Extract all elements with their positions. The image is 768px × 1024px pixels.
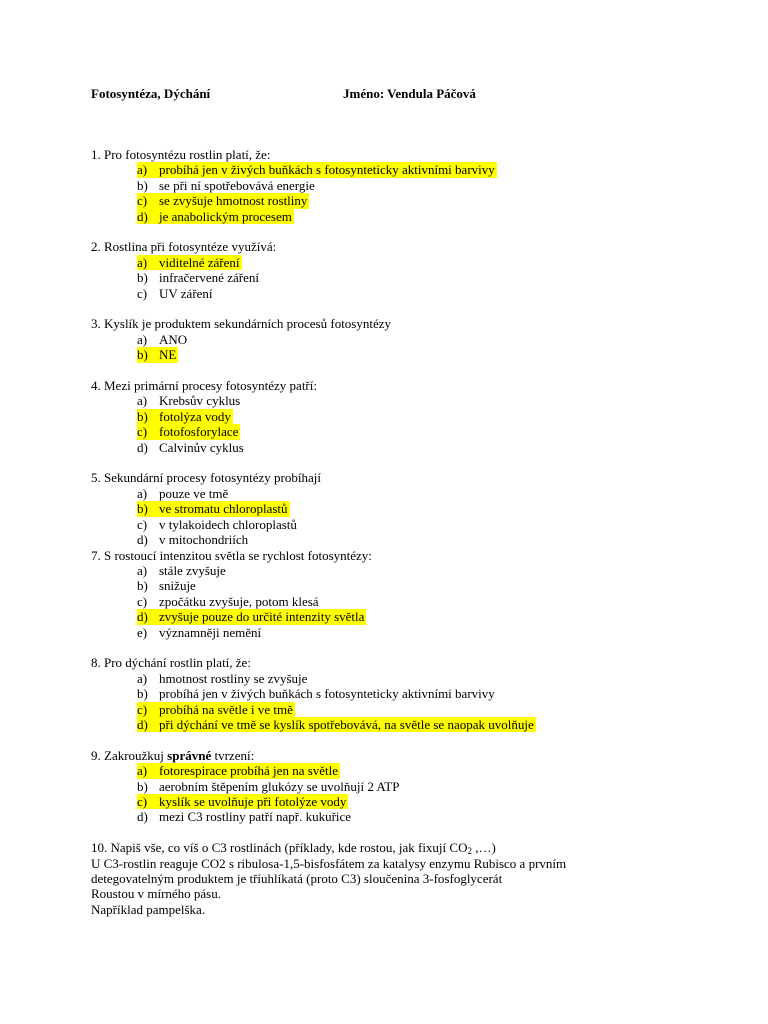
option-letter: a) — [137, 331, 148, 347]
question-text: 2. Rostlina při fotosyntéze využívá: — [91, 239, 277, 255]
question-text: 1. Pro fotosyntézu rostlin platí, že: — [91, 147, 271, 162]
option-list — [91, 763, 731, 825]
option-list — [91, 563, 731, 640]
option-letter: a) — [137, 255, 159, 270]
option-b — [91, 578, 731, 593]
option-text: NE — [159, 347, 177, 363]
option-b — [91, 347, 731, 362]
option-letter: c) — [137, 593, 148, 609]
option-letter: c) — [137, 702, 159, 717]
header — [91, 86, 711, 102]
question-1 — [91, 147, 731, 224]
option-c — [91, 286, 731, 301]
option-letter: b) — [137, 347, 159, 362]
option-c — [91, 424, 731, 439]
option-letter: d) — [137, 209, 159, 224]
option-letter: a) — [137, 763, 159, 778]
option-letter: c) — [137, 516, 148, 532]
option-letter: c) — [137, 285, 148, 301]
option-list — [91, 162, 731, 224]
option-letter: a) — [137, 562, 148, 578]
option-letter: c) — [137, 424, 159, 439]
option-text: významněji nemění — [159, 624, 262, 640]
option-list — [91, 671, 731, 733]
option-letter: c) — [137, 794, 159, 809]
question-10 — [91, 840, 731, 917]
option-letter: c) — [137, 193, 159, 208]
option-c — [91, 517, 731, 532]
option-text: se zvyšuje hmotnost rostliny — [159, 193, 308, 209]
option-text: zvyšuje pouze do určité intenzity světla — [159, 609, 365, 625]
option-d — [91, 717, 731, 732]
questions — [91, 147, 731, 917]
option-letter: b) — [137, 686, 148, 702]
option-text: v tylakoidech chloroplastů — [159, 516, 297, 532]
question-text — [91, 840, 731, 855]
option-text: Calvinův cyklus — [159, 439, 244, 455]
option-letter: b) — [137, 270, 148, 286]
option-d — [91, 209, 731, 224]
option-text: pouze ve tmě — [159, 485, 229, 501]
question-text: 3. Kyslík je produktem sekundárních procesů fotosyntézy — [91, 316, 392, 332]
subscript: 2 — [467, 846, 472, 857]
option-b — [91, 501, 731, 516]
option-c — [91, 193, 731, 208]
option-list — [91, 393, 731, 455]
option-d — [91, 532, 731, 547]
option-c — [91, 702, 731, 717]
option-letter: d) — [137, 532, 148, 548]
question-text: 7. S rostoucí intenzitou světla se rychlost fotosyntézy: — [91, 547, 372, 563]
option-c — [91, 794, 731, 809]
question-text: 5. Sekundární procesy fotosyntézy probíhají — [91, 470, 321, 486]
option-letter: d) — [137, 809, 148, 825]
option-letter: d) — [137, 717, 159, 732]
option-text: kyslík se uvolňuje při fotolýze vody — [159, 793, 347, 809]
option-letter: a) — [137, 162, 159, 177]
question-text: 8. Pro dýchání rostlin platí, že: — [91, 655, 251, 671]
option-list — [91, 486, 731, 548]
option-text: ve stromatu chloroplastů — [159, 501, 288, 517]
option-letter: a) — [137, 485, 148, 501]
option-text: probíhá jen v živých buňkách s fotosynteticky aktivními barvivy — [159, 162, 495, 178]
option-b — [91, 270, 731, 285]
option-text: infračervené záření — [159, 270, 259, 286]
option-text: je anabolickým procesem — [159, 208, 292, 224]
question-text — [91, 748, 731, 763]
written-answer — [91, 856, 731, 918]
option-text: probíhá jen v živých buňkách s fotosynteticky aktivními barvivy — [159, 686, 495, 702]
student-name: Jméno: Vendula Páčová — [343, 86, 476, 101]
option-e — [91, 625, 731, 640]
question-text: 4. Mezi primární procesy fotosyntézy patří: — [91, 378, 317, 394]
option-text: probíhá na světle i ve tmě — [159, 701, 293, 717]
option-text: hmotnost rostliny se zvyšuje — [159, 670, 308, 686]
question-text-bold: správné — [167, 747, 212, 763]
option-b — [91, 409, 731, 424]
option-list — [91, 332, 731, 363]
answer-line: Roustou v mírného pásu. — [91, 886, 221, 902]
option-letter: b) — [137, 501, 159, 516]
option-d — [91, 609, 731, 624]
option-a — [91, 393, 731, 408]
option-letter: e) — [137, 624, 148, 640]
option-c — [91, 594, 731, 609]
option-text: UV záření — [159, 285, 213, 301]
question-text-end: ,…) — [471, 840, 496, 856]
option-list — [91, 255, 731, 301]
option-text: fotofosforylace — [159, 424, 239, 440]
question-3 — [91, 316, 731, 362]
option-a — [91, 486, 731, 501]
option-text: zpočátku zvyšuje, potom klesá — [159, 593, 319, 609]
option-letter: b) — [137, 177, 148, 193]
question-4 — [91, 378, 731, 455]
option-text: se při ní spotřebovává energie — [159, 177, 315, 193]
option-a — [91, 671, 731, 686]
option-d — [91, 809, 731, 824]
question-7 — [91, 548, 731, 640]
option-text: při dýchání ve tmě se kyslík spotřebovává, na světle se naopak uvolňuje — [159, 716, 534, 732]
question-9 — [91, 748, 731, 825]
question-text-end: tvrzení: — [211, 747, 255, 763]
option-b — [91, 178, 731, 193]
question-text-start: 10. Napiš vše, co víš o C3 rostlinách (příklady, kde rostou, jak fixují CO — [91, 840, 468, 856]
option-text: mezi C3 rostliny patří např. kukuřice — [159, 809, 352, 825]
worksheet-title: Fotosyntéza, Dýchání — [91, 86, 211, 101]
option-letter: b) — [137, 778, 148, 794]
option-text: stále zvyšuje — [159, 562, 226, 578]
option-d — [91, 440, 731, 455]
option-letter: a) — [137, 670, 148, 686]
option-b — [91, 779, 731, 794]
option-text: v mitochondriích — [159, 532, 249, 548]
option-letter: b) — [137, 409, 159, 424]
question-5 — [91, 470, 731, 547]
option-a — [91, 255, 731, 270]
option-a — [91, 332, 731, 347]
option-text: fotorespirace probíhá jen na světle — [159, 763, 339, 779]
option-text: Krebsův cyklus — [159, 393, 241, 409]
option-text: ANO — [159, 331, 188, 347]
option-text: viditelné záření — [159, 254, 240, 270]
option-text: snižuje — [159, 578, 196, 594]
answer-line: Například pampelška. — [91, 901, 206, 917]
question-2 — [91, 239, 731, 301]
option-letter: a) — [137, 393, 148, 409]
option-text: aerobním štěpením glukózy se uvolňují 2 ATP — [159, 778, 400, 794]
option-letter: d) — [137, 439, 148, 455]
option-letter: d) — [137, 609, 159, 624]
answer-line: U C3-rostlin reaguje CO2 s ribulosa-1,5-bisfosfátem za katalysy enzymu Rubisco a prvním — [91, 855, 567, 871]
question-text-start: 9. Zakroužkuj — [91, 747, 168, 763]
option-letter: b) — [137, 578, 148, 594]
option-b — [91, 686, 731, 701]
option-a — [91, 162, 731, 177]
option-text: fotolýza vody — [159, 408, 231, 424]
option-a — [91, 563, 731, 578]
question-8 — [91, 655, 731, 732]
option-a — [91, 763, 731, 778]
answer-line: detegovatelným produktem je tříuhlíkatá (proto C3) sloučenina 3-fosfoglycerát — [91, 870, 503, 886]
